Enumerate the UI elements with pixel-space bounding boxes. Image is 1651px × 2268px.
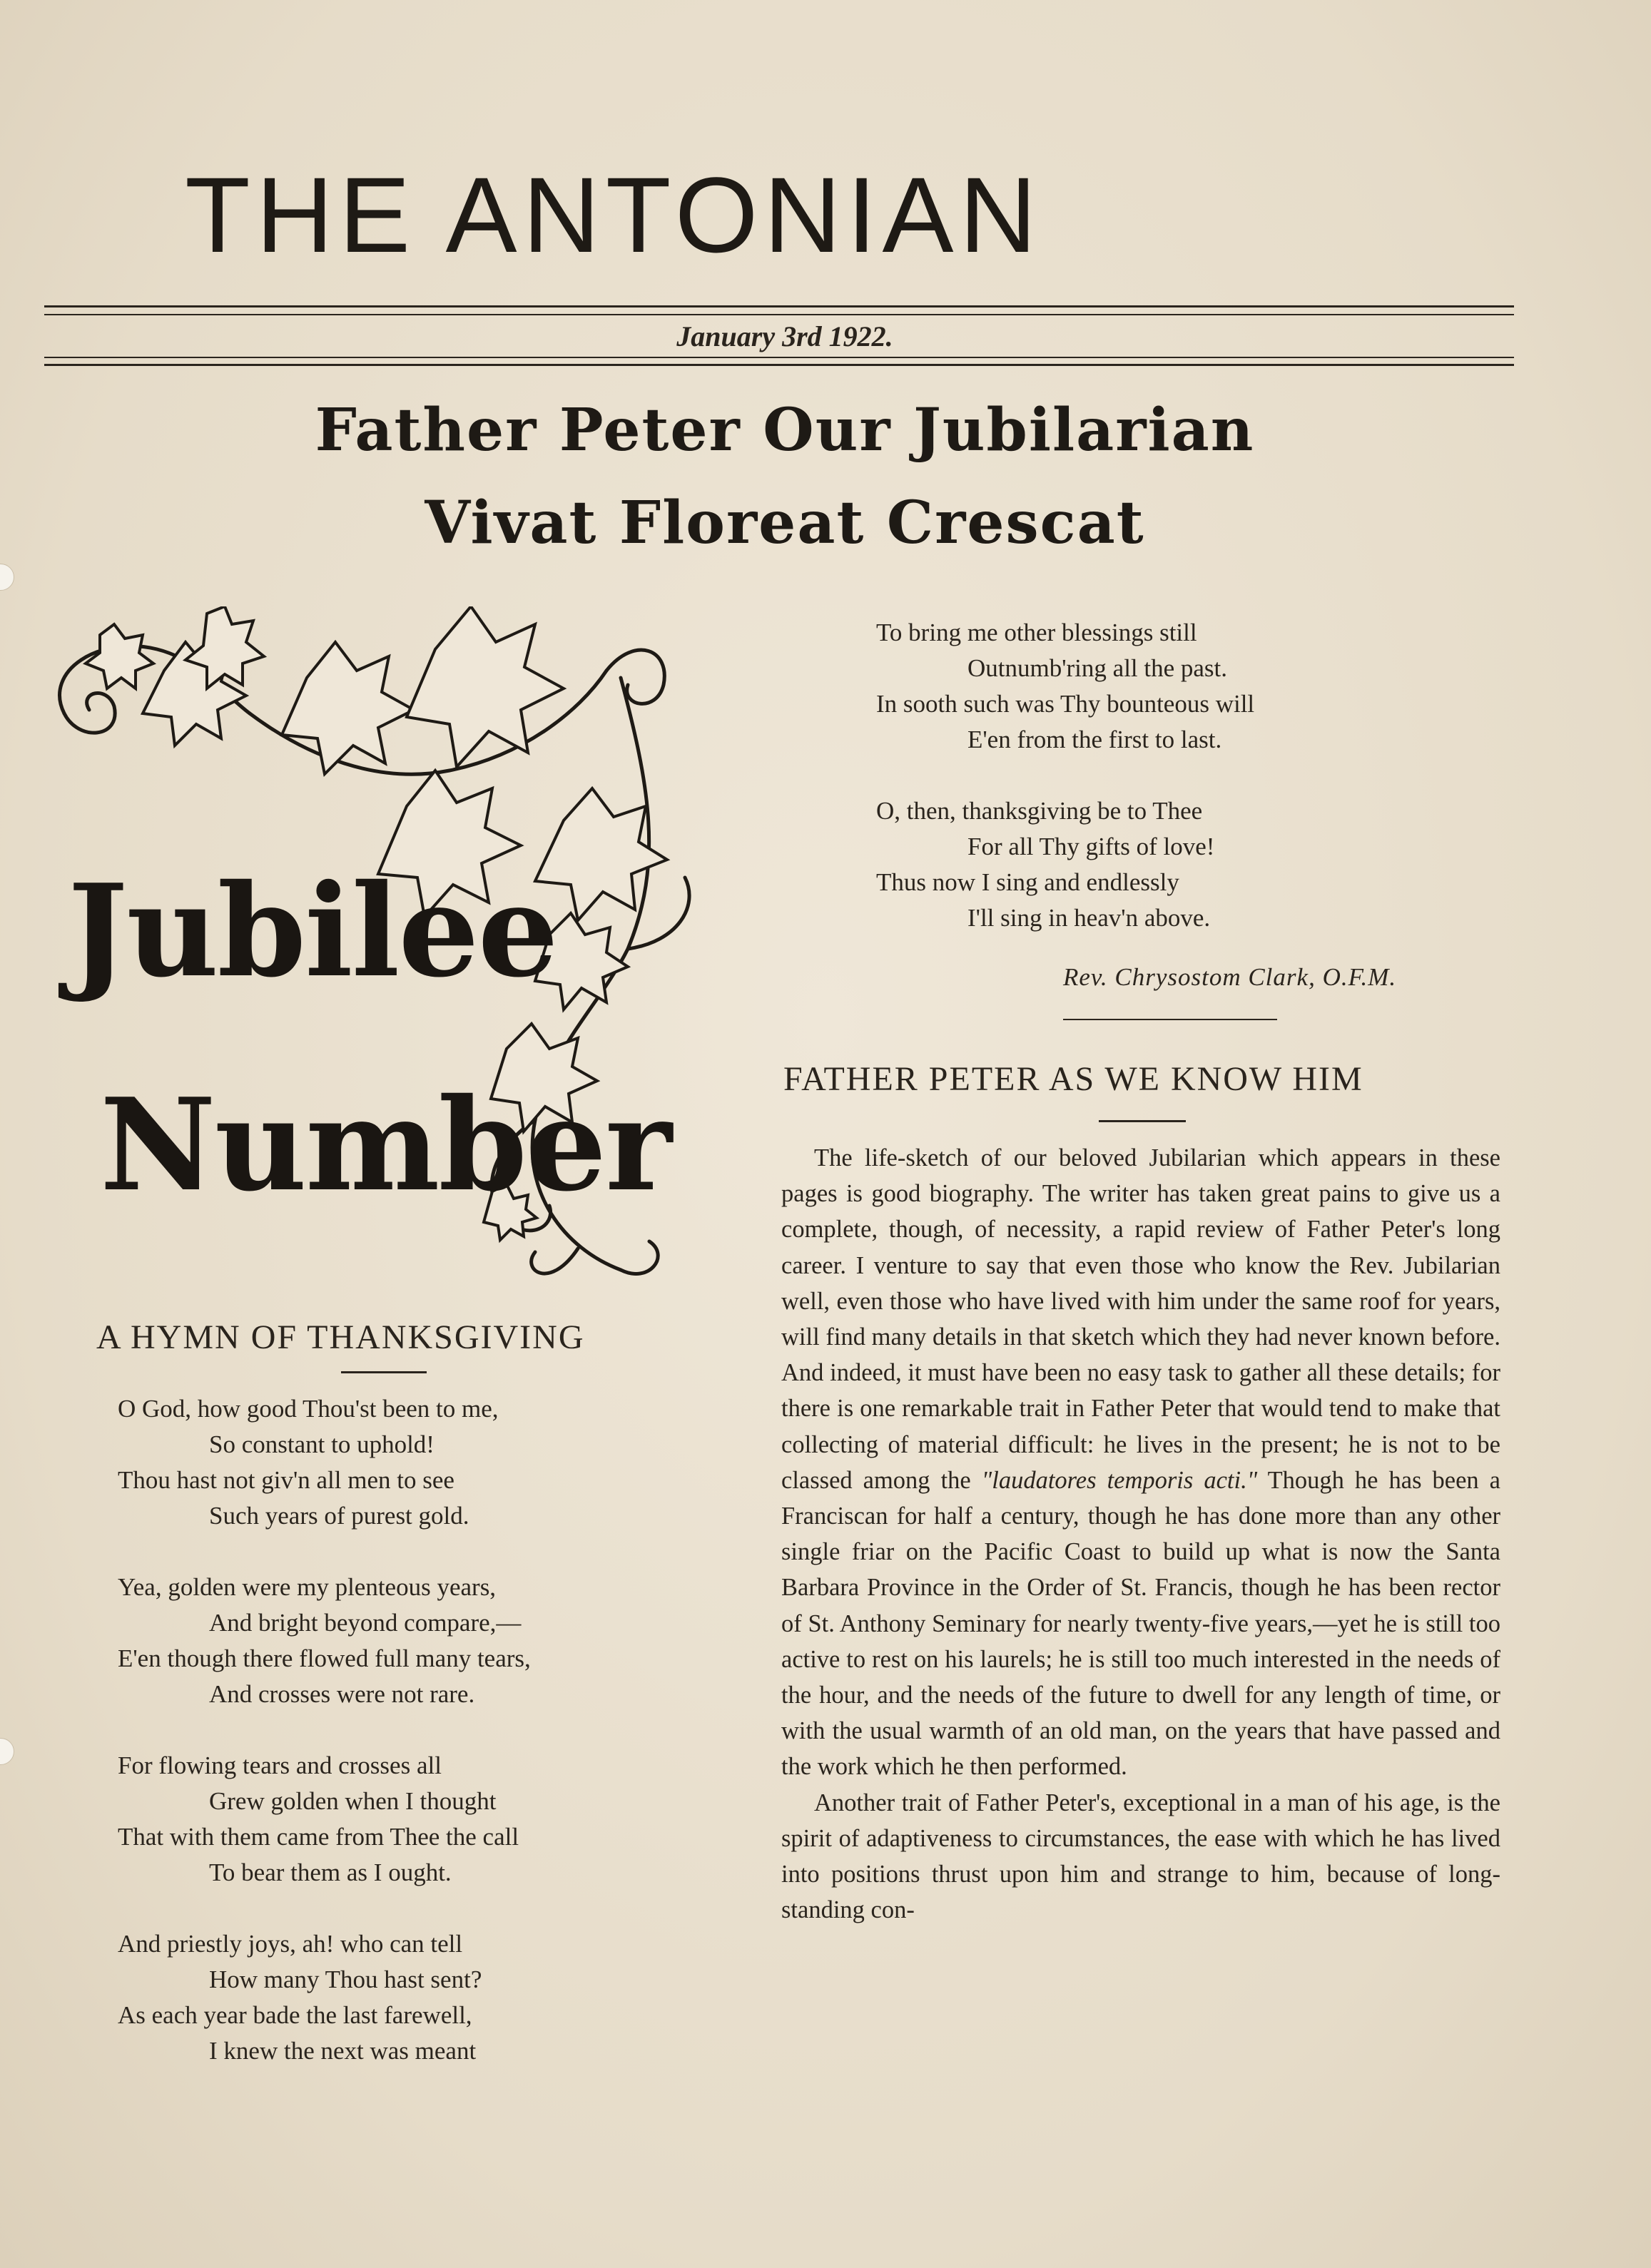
hymn-author: Rev. Chrysostom Clark, O.F.M.: [1063, 963, 1397, 991]
verse-line: Outnumb'ring all the past.: [967, 654, 1228, 682]
verse-line: That with them came from Thee the call: [118, 1823, 519, 1851]
hymn-stanza: [118, 1926, 531, 2069]
article-body: [781, 1140, 1500, 1928]
verse-line: In sooth such was Thy bounteous will: [876, 690, 1255, 718]
binder-hole: [0, 1738, 14, 1765]
masthead-rule-bottom: [44, 364, 1514, 366]
verse-line: Such years of purest gold.: [209, 1502, 469, 1530]
verse-line: Thou hast not giv'n all men to see: [118, 1466, 454, 1494]
headline-line-2: Vivat Floreat Crescat: [425, 489, 1145, 557]
latin-quote: "laudatores temporis acti.": [981, 1466, 1258, 1494]
hymn-stanza: [118, 1748, 531, 1891]
verse-line: As each year bade the last farewell,: [118, 2001, 472, 2029]
jubilee-word: Jubilee: [68, 856, 557, 1005]
verse-line: I'll sing in heav'n above.: [967, 904, 1211, 932]
article-title-rule: [1099, 1120, 1186, 1122]
verse-line: And crosses were not rare.: [209, 1680, 475, 1708]
masthead-rule-bottom-thin: [44, 357, 1514, 358]
verse-line: To bring me other blessings still: [876, 619, 1197, 646]
verse-line: O, then, thanksgiving be to Thee: [876, 797, 1203, 825]
masthead-rule-top: [44, 305, 1514, 307]
verse-line: To bear them as I ought.: [209, 1858, 452, 1886]
article-text: Though he has been a Franciscan for half a century, though he has done more than any other single friar on the Pacific Coast to build up what is now the Santa Barbara Province in the Order of St. Francis, though he has been rector of St. Anthony Seminary for nearly twenty-five years,—yet he is still too active to rest on his laurels; he is still too much interested in the needs of the hour, and the needs of the future to dwell for any length of time, or with the usual warmth of an old man, on the years that have passed and the work which he then performed.: [781, 1466, 1500, 1781]
verse-line: For flowing tears and crosses all: [118, 1751, 442, 1779]
hymn-stanza: [876, 615, 1254, 758]
headline-line-1: Father Peter Our Jubilarian: [315, 396, 1255, 464]
verse-line: So constant to uphold!: [209, 1430, 435, 1458]
article-paragraph: [781, 1140, 1500, 1785]
article-title: FATHER PETER AS WE KNOW HIM: [783, 1060, 1363, 1098]
hymn-title-rule: [341, 1371, 427, 1373]
verse-line: How many Thou hast sent?: [209, 1966, 482, 1993]
hymn-stanza: [876, 793, 1254, 936]
hymn-end-rule: [1063, 1019, 1277, 1020]
verse-line: Thus now I sing and endlessly: [876, 868, 1179, 896]
verse-line: And bright beyond compare,—: [209, 1609, 522, 1637]
hymn-stanza: [118, 1391, 531, 1534]
verse-line: O God, how good Thou'st been to me,: [118, 1395, 499, 1423]
masthead-title: THE ANTONIAN: [185, 155, 1042, 275]
issue-date: January 3rd 1922.: [676, 320, 893, 352]
hymn-verses-right: [876, 615, 1254, 972]
article-paragraph: Another trait of Father Peter's, exceptional in a man of his age, is the spirit of adaptiveness to circumstances, the ease with which he has lived into positions thrust upon him and strange to him, because of long-standing con-: [781, 1789, 1500, 1924]
verse-line: And priestly joys, ah! who can tell: [118, 1930, 463, 1958]
hymn-title: A HYMN OF THANKSGIVING: [96, 1318, 585, 1356]
verse-line: Yea, golden were my plenteous years,: [118, 1573, 497, 1601]
verse-line: Grew golden when I thought: [209, 1787, 497, 1815]
verse-line: E'en from the first to last.: [967, 726, 1222, 753]
verse-line: E'en though there flowed full many tears,: [118, 1644, 531, 1672]
article-text: The life-sketch of our beloved Jubilarian which appears in these pages is good biography. The writer has taken great pains to give us a complete, though, of necessity, a rapid review of Father Peter's long career. I venture to say that even those who know the Rev. Jubilarian well, even those who have lived with him under the same roof for years, will find many details in that sketch which they had never known before. And indeed, it must have been no easy task to gather all these details; for there is one remarkable trait in Father Peter that would tend to make that collecting of material difficult: he lives in the present; he is not to be classed among the: [781, 1144, 1500, 1494]
verse-line: For all Thy gifts of love!: [967, 833, 1215, 860]
hymn-stanza: [118, 1570, 531, 1712]
masthead-rule-top-thin: [44, 314, 1514, 315]
number-word: Number: [100, 1070, 671, 1219]
hymn-verses-left: [118, 1391, 531, 2105]
binder-hole: [0, 564, 14, 591]
verse-line: I knew the next was meant: [209, 2037, 477, 2065]
